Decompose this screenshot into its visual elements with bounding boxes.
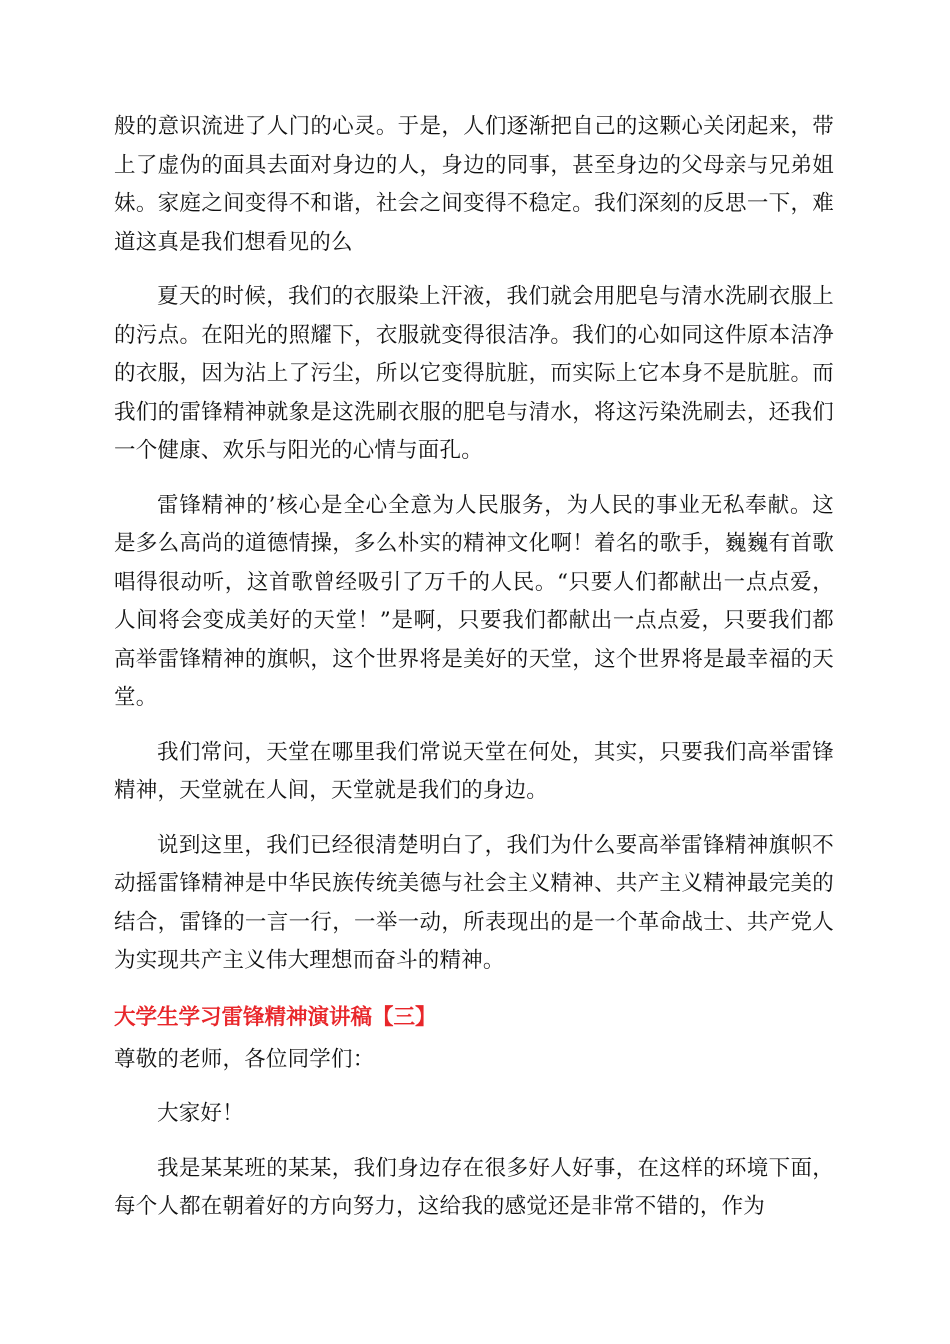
paragraph-lei-feng-core: 雷锋精神的’核心是全心全意为人民服务，为人民的事业无私奉献。这是多么高尚的道德情操，多么朴实的精神文化啊！着名的歌手，巍巍有首歌唱得很动听，这首歌曾经吸引了万千的人民。“只要人们都献出一点点爱，人间将会变成美好的天堂！”是啊，只要我们都献出一点点爱，只要我们都高举雷锋精神的旗帜，这个世界将是美好的天堂，这个世界将是最幸福的天堂。 <box>114 492 834 710</box>
salutation: 尊敬的老师，各位同学们： <box>114 1046 375 1072</box>
paragraph-intro: 我是某某班的某某，我们身边存在很多好人好事，在这样的环境下面，每个人都在朝着好的方向努力，这给我的感觉还是非常不错的，作为 <box>114 1155 834 1219</box>
paragraph-continued: 般的意识流进了人门的心灵。于是，人们逐渐把自己的这颗心关闭起来，带上了虚伪的面具去面对身边的人，身边的同事，甚至身边的父母亲与兄弟姐妹。家庭之间变得不和谐，社会之间变得不稳定。我们深刻的反思一下，难道这真是我们想看见的么 <box>114 114 834 255</box>
greeting: 大家好！ <box>157 1101 244 1126</box>
paragraph-heaven: 我们常问，天堂在哪里我们常说天堂在何处，其实，只要我们高举雷锋精神，天堂就在人间，天堂就是我们的身边。 <box>114 739 834 803</box>
document-page <box>114 108 834 1227</box>
paragraph-summer-clothes: 夏天的时候，我们的衣服染上汗液，我们就会用肥皂与清水洗刷衣服上的污点。在阳光的照耀下，衣服就变得很洁净。我们的心如同这件原本洁净的衣服，因为沾上了污尘，所以它变得肮脏，而实际上它本身不是肮脏。而我们的雷锋精神就象是这洗刷衣服的肥皂与清水，将这污染洗刷去，还我们一个健康、欢乐与阳光的心情与面孔。 <box>114 284 834 463</box>
section-heading: 大学生学习雷锋精神演讲稿【三】 <box>114 1004 437 1030</box>
paragraph-conclusion: 说到这里，我们已经很清楚明白了，我们为什么要高举雷锋精神旗帜不动摇雷锋精神是中华民族传统美德与社会主义精神、共产主义精神最完美的结合，雷锋的一言一行，一举一动，所表现出的是一个革命战士、共产党人为实现共产主义伟大理想而奋斗的精神。 <box>114 832 834 973</box>
